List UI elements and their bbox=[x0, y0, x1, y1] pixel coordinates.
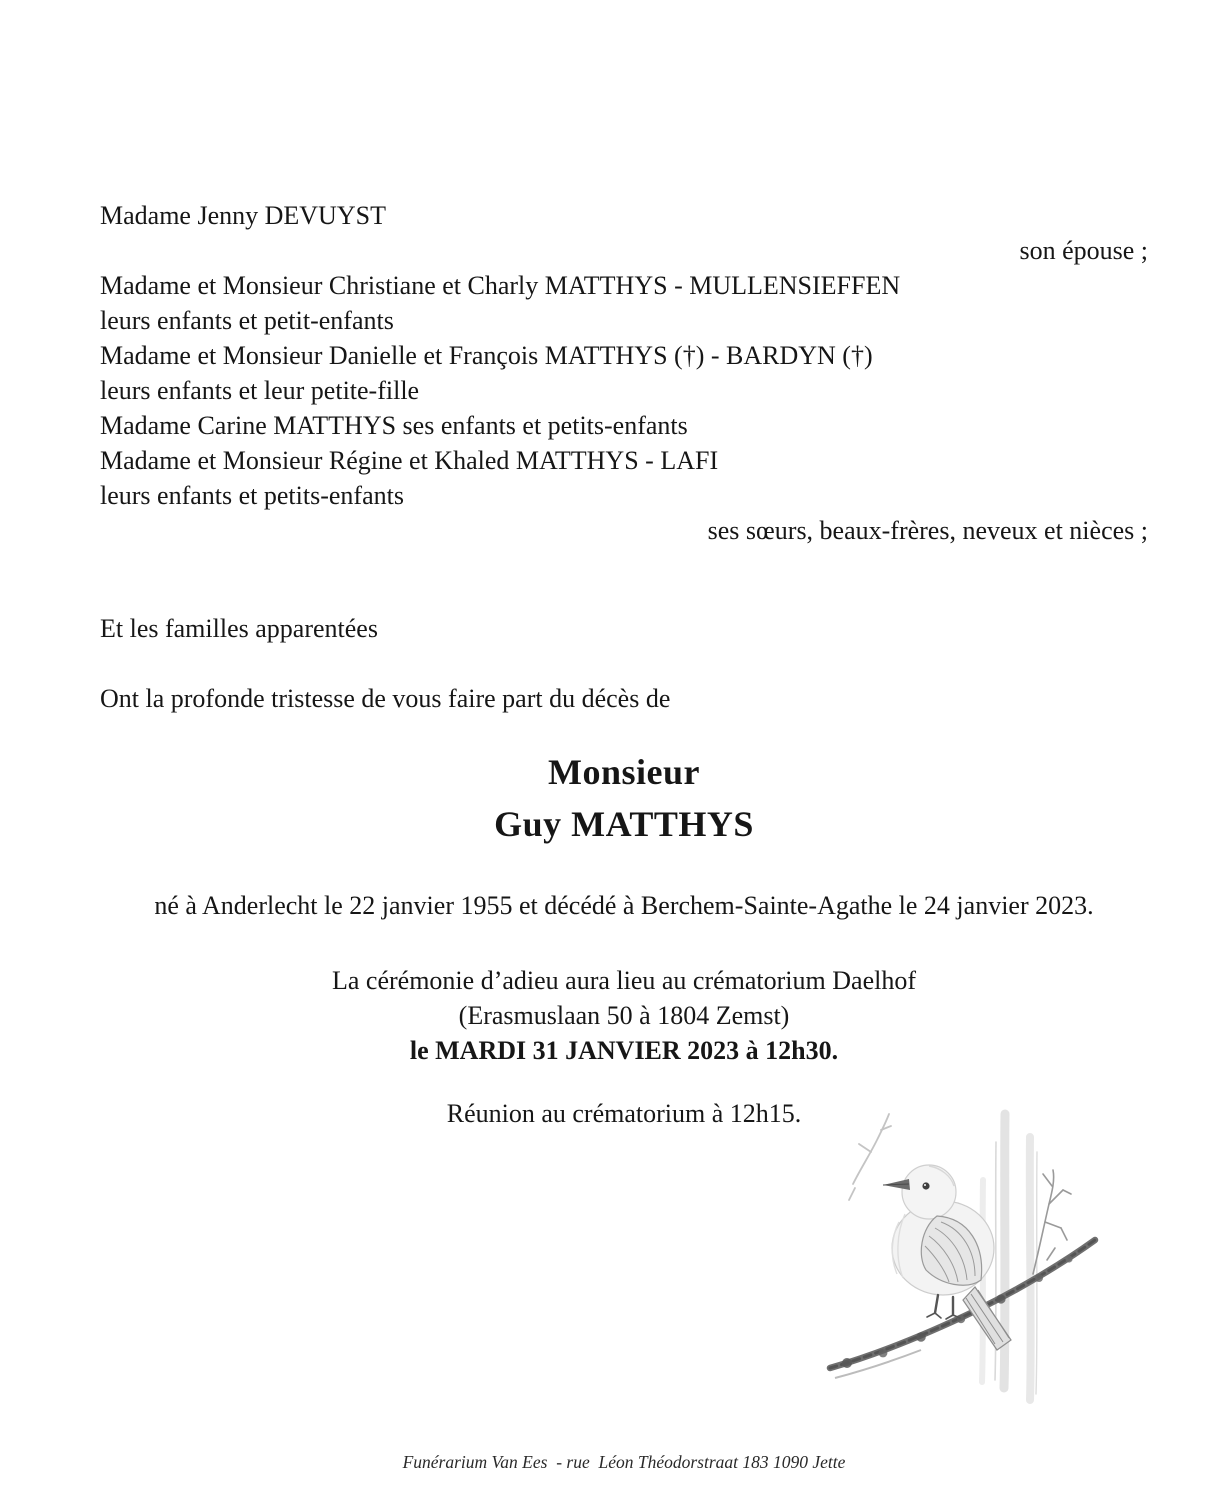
announcement-body bbox=[100, 198, 1148, 1131]
family-line: Madame et Monsieur Danielle et François MATTHYS (†) - BARDYN (†) bbox=[100, 341, 873, 370]
family-line: Madame et Monsieur Régine et Khaled MATTHYS - LAFI bbox=[100, 446, 719, 475]
ceremony-place-line: La cérémonie d’adieu aura lieu au crématorium Daelhof bbox=[332, 966, 916, 995]
ceremony-date-line: le MARDI 31 JANVIER 2023 à 12h30. bbox=[409, 1036, 839, 1065]
deceased-title: Monsieur bbox=[548, 752, 700, 792]
reunion-line: Réunion au crématorium à 12h15. bbox=[446, 1099, 802, 1128]
spouse-name-line: Madame Jenny DEVUYST bbox=[100, 201, 386, 230]
related-families-line: Et les familles apparentées bbox=[100, 614, 378, 643]
family-line: leurs enfants et petits-enfants bbox=[100, 481, 404, 510]
family-relation-line: ses sœurs, beaux-frères, neveux et nièces ; bbox=[707, 516, 1148, 545]
ceremony-block bbox=[100, 963, 1148, 1068]
bird-on-branch-illustration bbox=[825, 1082, 1140, 1412]
family-list bbox=[100, 268, 1148, 513]
family-line: leurs enfants et leur petite-fille bbox=[100, 376, 420, 405]
upper-left-twigs-sketch bbox=[849, 1114, 891, 1200]
ceremony-address-line: (Erasmuslaan 50 à 1804 Zemst) bbox=[458, 1001, 790, 1030]
life-dates-line: né à Anderlecht le 22 janvier 1955 et décédé à Berchem-Sainte-Agathe le 24 janvier 2023. bbox=[154, 891, 1094, 920]
family-line: Madame et Monsieur Christiane et Charly MATTHYS - MULLENSIEFFEN bbox=[100, 271, 901, 300]
deceased-name: Guy MATTHYS bbox=[494, 804, 754, 844]
funeral-home-footer: Funérarium Van Ees - rue Léon Théodorstraat 183 1090 Jette bbox=[402, 1452, 846, 1472]
family-line: leurs enfants et petit-enfants bbox=[100, 306, 394, 335]
intro-line: Ont la profonde tristesse de vous faire part du décès de bbox=[100, 684, 671, 713]
spouse-relation-line: son épouse ; bbox=[1019, 236, 1148, 265]
family-line: Madame Carine MATTHYS ses enfants et petits-enfants bbox=[100, 411, 688, 440]
